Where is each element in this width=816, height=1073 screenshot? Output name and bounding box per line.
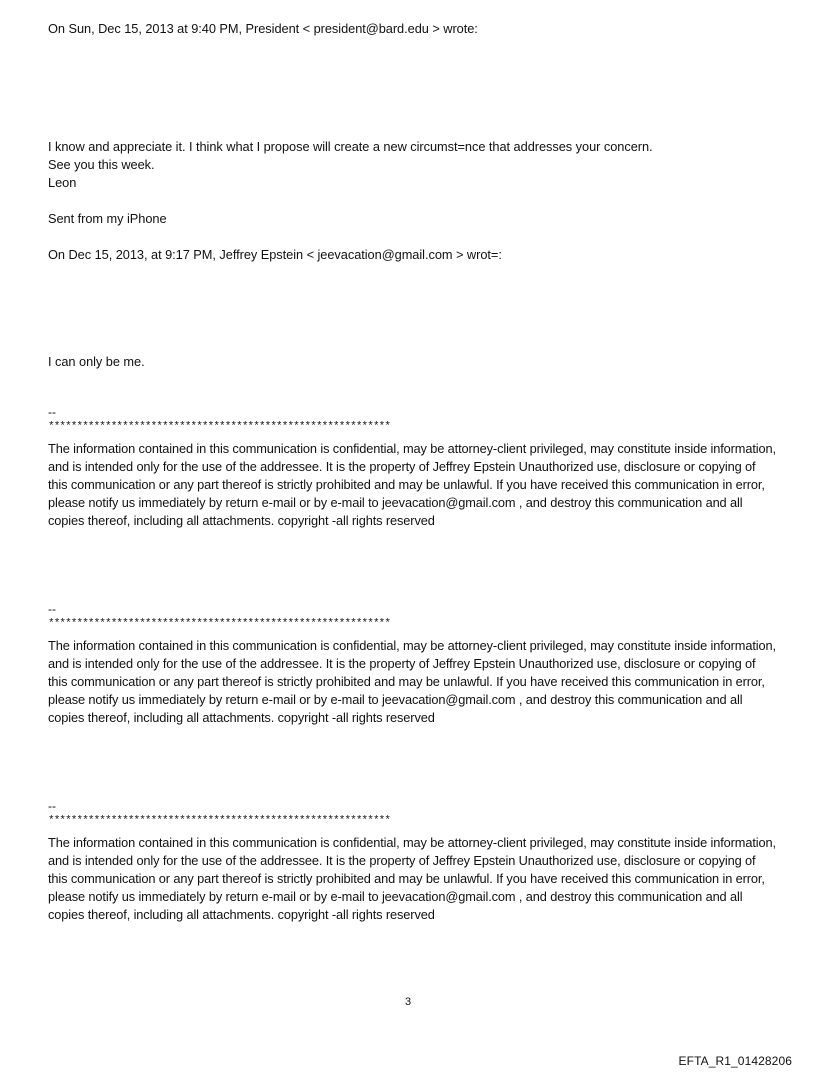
email-header-epstein: On Dec 15, 2013, at 9:17 PM, Jeffrey Epstein < jeevacation@gmail.com > wrot=: bbox=[48, 247, 502, 262]
asterisk-divider: ************************************************************ bbox=[48, 618, 391, 630]
email-body-reply: I can only be me. bbox=[48, 354, 145, 369]
asterisk-divider: ************************************************************ bbox=[48, 421, 391, 433]
confidentiality-disclaimer: The information contained in this communication is confidential, may be attorney-client privileged, may constitute inside information, and is intended only for the use of the addressee. It is the property of Jeffrey Epstein Unauthorized use, disclosure or copying of this communication or any part thereof is strictly prohibited and may be unlawful. If you have received this communication in error, please notify us immediately by return e-mail or by e-mail to jeevacation@gmail.com , and destroy this communication and all copies thereof, including all attachments. copyright -all rights reserved bbox=[48, 638, 776, 725]
signature-separator: -- bbox=[48, 602, 56, 616]
email-header-president: On Sun, Dec 15, 2013 at 9:40 PM, President < president@bard.edu > wrote: bbox=[48, 21, 478, 36]
email-signature: Sent from my iPhone bbox=[48, 211, 167, 226]
email-body-line: See you this week. bbox=[48, 157, 155, 172]
asterisk-divider: ************************************************************ bbox=[48, 815, 391, 827]
page-number: 3 bbox=[404, 996, 412, 1008]
confidentiality-disclaimer: The information contained in this communication is confidential, may be attorney-client privileged, may constitute inside information, and is intended only for the use of the addressee. It is the property of Jeffrey Epstein Unauthorized use, disclosure or copying of this communication or any part thereof is strictly prohibited and may be unlawful. If you have received this communication in error, please notify us immediately by return e-mail or by e-mail to jeevacation@gmail.com , and destroy this communication and all copies thereof, including all attachments. copyright -all rights reserved bbox=[48, 441, 776, 528]
document-id: EFTA_R1_01428206 bbox=[678, 1054, 792, 1068]
signature-separator: -- bbox=[48, 405, 56, 419]
email-body-signoff: Leon bbox=[48, 175, 77, 190]
signature-separator: -- bbox=[48, 799, 56, 813]
email-body-line: I know and appreciate it. I think what I propose will create a new circumst=nce that addresses your concern. bbox=[48, 139, 653, 154]
confidentiality-disclaimer: The information contained in this communication is confidential, may be attorney-client privileged, may constitute inside information, and is intended only for the use of the addressee. It is the property of Jeffrey Epstein Unauthorized use, disclosure or copying of this communication or any part thereof is strictly prohibited and may be unlawful. If you have received this communication in error, please notify us immediately by return e-mail or by e-mail to jeevacation@gmail.com , and destroy this communication and all copies thereof, including all attachments. copyright -all rights reserved bbox=[48, 835, 776, 922]
